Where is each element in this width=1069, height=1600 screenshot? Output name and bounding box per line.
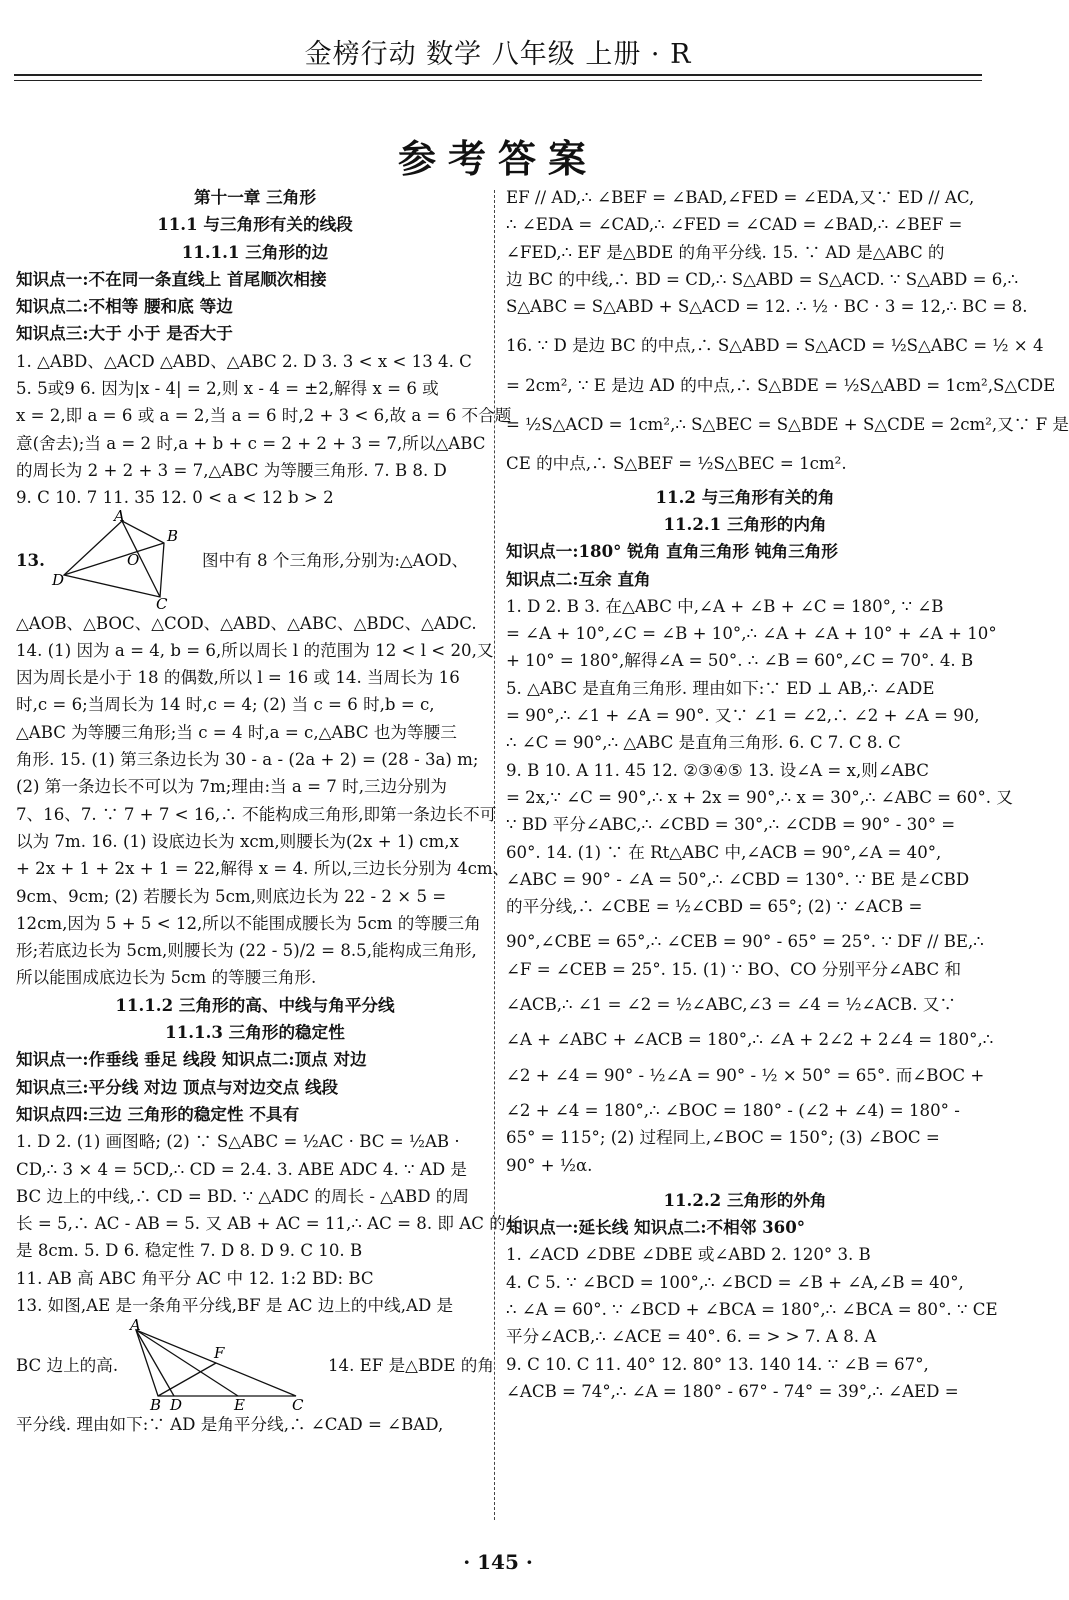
answer-line: ∴ ∠A = 60°. ∵ ∠BCD + ∠BCA = 180°,∴ ∠BCA = 80°. ∵ CE (506, 1299, 998, 1319)
answer-line: ∠2 + ∠4 = 90° - ½∠A = 90° - ½ × 50° = 65°. 而∠BOC + (506, 1065, 985, 1085)
label-o: O (127, 550, 140, 569)
answer-line: 14. (1) 因为 a = 4, b = 6,所以周长 l 的范围为 12 < l < 20,又 (16, 640, 494, 660)
knowledge-point: 知识点一:180° 锐角 直角三角形 钝角三角形 (506, 541, 838, 562)
answer-line: 平分∠ACB,∴ ∠ACE = 40°. 6. = > > 7. A 8. A (506, 1327, 877, 1347)
knowledge-point: 知识点三:大于 小于 是否大于 (16, 323, 233, 344)
answer-line: 5. △ABC 是直角三角形. 理由如下:∵ ED ⊥ AB,∴ ∠ADE (506, 678, 935, 698)
answer-line: 的周长为 2 + 2 + 3 = 7,△ABC 为等腰三角形. 7. B 8. D (16, 460, 447, 480)
answer-line: 1. D 2. B 3. 在△ABC 中,∠A + ∠B + ∠C = 180°, ∵ ∠B (506, 596, 944, 616)
answer-line: BC 边上的中线,∴ CD = BD. ∵ △ADC 的周长 - △ABD 的周 (16, 1186, 469, 1206)
answer-line: CD,∴ 3 × 4 = 5CD,∴ CD = 2.4. 3. ABE ADC 4. ∵ AD 是 (16, 1159, 468, 1179)
label-a: A (114, 506, 125, 525)
answer-line: 9. C 10. 7 11. 35 12. 0 < a < 12 b > 2 (16, 488, 334, 508)
answer-line: EF // AD,∴ ∠BEF = ∠BAD,∠FED = ∠EDA,又∵ ED // AC, (506, 188, 975, 207)
answer-line: 16. ∵ D 是边 BC 的中点,∴ S△ABD = S△ACD = ½S△ABC = ½ × 4 (506, 336, 1044, 356)
answer-line: 因为周长是小于 18 的偶数,所以 l = 16 或 14. 当周长为 16 (16, 668, 460, 688)
answer-line: = 90°,∴ ∠1 + ∠A = 90°. 又∵ ∠1 = ∠2,∴ ∠2 + ∠A = 90, (506, 706, 980, 726)
answer-line: ∠ACB = 74°,∴ ∠A = 180° - 67° - 74° = 39°,∴ ∠AED = (506, 1381, 959, 1401)
subsection-heading: 11.2.2 三角形的外角 (663, 1189, 827, 1210)
answer-line: 65° = 115°; (2) 过程同上,∠BOC = 150°; (3) ∠BOC = (506, 1128, 940, 1148)
answer-line: 意(舍去);当 a = 2 时,a + b + c = 2 + 2 + 3 = 7,所以△ABC (16, 433, 486, 453)
right-column (506, 184, 1069, 1405)
label-b: B (150, 1396, 162, 1415)
answer-line: 是 8cm. 5. D 6. 稳定性 7. D 8. D 9. C 10. B (16, 1241, 363, 1261)
answer-line: 60°. 14. (1) ∵ 在 Rt△ABC 中,∠ACB = 90°,∠A = 40°, (506, 842, 942, 862)
answer-line: 1. D 2. (1) 画图略; (2) ∵ S△ABC = ½AC · BC = ½AB · (16, 1132, 460, 1152)
answer-line: 13. 如图,AE 是一条角平分线,BF 是 AC 边上的中线,AD 是 (16, 1295, 454, 1315)
answer-line: + 10° = 180°,解得∠A = 50°. ∴ ∠B = 60°,∠C = 70°. 4. B (506, 651, 974, 671)
answer-line: 12cm,因为 5 + 5 < 12,所以不能围成腰长为 5cm 的等腰三角 (16, 913, 481, 933)
knowledge-point: 知识点四:三边 三角形的稳定性 不具有 (16, 1103, 300, 1124)
answer-line: = 2x,∵ ∠C = 90°,∴ x + 2x = 90°,∴ x = 30°,∴ ∠ABC = 60°. 又 (506, 787, 1013, 807)
label-b: B (167, 526, 179, 545)
answer-line: 14. EF 是△BDE 的角 (328, 1355, 494, 1375)
answer-line: BC 边上的高. (16, 1355, 119, 1375)
answer-line: 4. C 5. ∵ ∠BCD = 100°,∴ ∠BCD = ∠B + ∠A,∠B = 40°, (506, 1272, 964, 1292)
answer-line: 的平分线,∴ ∠CBE = ½∠CBD = 65°; (2) ∵ ∠ACB = (506, 897, 923, 917)
answer-line: 1. △ABD、△ACD △ABD、△ABC 2. D 3. 3 < x < 13 4. C (16, 351, 472, 371)
answer-line: 所以能围成底边长为 5cm 的等腰三角形. (16, 968, 317, 988)
answer-line: 角形. 15. (1) 第三条边长为 30 - a - (2a + 2) = (28 - 3a) m; (16, 750, 479, 770)
answer-line: 7、16、7. ∵ 7 + 7 < 16,∴ 不能构成三角形,即第一条边长不可 (16, 804, 497, 824)
answer-line: = 2cm², ∵ E 是边 AD 的中点,∴ S△BDE = ½S△ABD = 1cm²,S△CDE (506, 375, 1056, 395)
answer-line: 9. B 10. A 11. 45 12. ②③④⑤ 13. 设∠A = x,则∠ABC (506, 760, 929, 780)
page-title: 参考答案 (397, 136, 598, 181)
answer-line: 图中有 8 个三角形,分别为:△AOD、 (202, 550, 469, 570)
answer-line: ∠F = ∠CEB = 25°. 15. (1) ∵ BO、CO 分别平分∠ABC 和 (506, 959, 962, 979)
header-rule-thin (14, 80, 982, 81)
answer-line: ∠ACB,∴ ∠1 = ∠2 = ½∠ABC,∠3 = ∠4 = ½∠ACB. 又∵ (506, 995, 956, 1015)
answer-line: 边 BC 的中线,∴ BD = CD,∴ S△ABD = S△ACD. ∵ S△ABD = 6,∴ (506, 269, 1019, 289)
section-heading: 11.1 与三角形有关的线段 (157, 214, 353, 235)
knowledge-point: 知识点一:作垂线 垂足 线段 知识点二:顶点 对边 (16, 1049, 367, 1070)
answer-line: ∠A + ∠ABC + ∠ACB = 180°,∴ ∠A + 2∠2 + 2∠4 = 180°,∴ (506, 1030, 994, 1050)
answer-line: S△ABC = S△ABD + S△ACD = 12. ∴ ½ · BC · 3 = 12,∴ BC = 8. (506, 297, 1028, 317)
label-c: C (156, 594, 168, 613)
figure-13b-row (16, 1316, 494, 1415)
answer-line: = ½S△ACD = 1cm²,∴ S△BEC = S△BDE + S△CDE = 2cm²,又∵ F 是 (506, 415, 1069, 435)
page-header: 金榜行动 数学 八年级 上册 · R (304, 39, 692, 70)
label-f: F (214, 1344, 225, 1363)
label-e: E (234, 1396, 246, 1415)
answer-line: ∴ ∠EDA = ∠CAD,∴ ∠FED = ∠CAD = ∠BAD,∴ ∠BEF = (506, 215, 963, 235)
knowledge-point: 知识点三:平分线 对边 顶点与对边交点 线段 (16, 1076, 339, 1097)
answer-line: ∠2 + ∠4 = 180°,∴ ∠BOC = 180° - (∠2 + ∠4) = 180° - (506, 1100, 960, 1120)
label-a: A (130, 1316, 141, 1335)
knowledge-point: 知识点二:互余 直角 (506, 568, 651, 589)
triangle-diagram (128, 1316, 318, 1415)
answer-line: 1. ∠ACD ∠DBE ∠DBE 或∠ABD 2. 120° 3. B (506, 1245, 871, 1265)
answer-line: ∵ BD 平分∠ABC,∴ ∠CBD = 30°,∴ ∠CDB = 90° - 30° = (506, 815, 956, 835)
answer-line: △ABC 为等腰三角形;当 c = 4 时,a = c,△ABC 也为等腰三 (16, 722, 457, 742)
left-column (16, 184, 523, 1439)
knowledge-point: 知识点一:不在同一条直线上 首尾顺次相接 (16, 268, 327, 289)
answer-line: 5. 5或9 6. 因为|x - 4| = 2,则 x - 4 = ±2,解得 x = 6 或 (16, 379, 439, 399)
answer-line: 形;若底边长为 5cm,则腰长为 (22 - 5)/2 = 8.5,能构成三角形, (16, 941, 477, 961)
label-d: D (52, 570, 65, 589)
answer-line: CE 的中点,∴ S△BEF = ½S△BEC = 1cm². (506, 454, 847, 474)
answer-line: ∠FED,∴ EF 是△BDE 的角平分线. 15. ∵ AD 是△ABC 的 (506, 242, 945, 262)
subsection-heading: 11.2.1 三角形的内角 (663, 513, 827, 534)
answer-line: ∠ABC = 90° - ∠A = 50°,∴ ∠CBD = 130°. ∵ BE 是∠CBD (506, 869, 970, 889)
subsection-heading: 11.1.1 三角形的边 (181, 241, 329, 262)
answer-line: = ∠A + 10°,∠C = ∠B + 10°,∴ ∠A + ∠A + 10° + ∠A + 10° (506, 624, 997, 644)
subsection-heading: 11.1.3 三角形的稳定性 (165, 1022, 345, 1043)
answer-line: + 2x + 1 + 2x + 1 = 22,解得 x = 4. 所以,三边长分别为 4cm、 (16, 859, 510, 879)
answer-line: 9. C 10. C 11. 40° 12. 80° 13. 140 14. ∵ ∠B = 67°, (506, 1354, 929, 1374)
quadrilateral-diagram (52, 506, 202, 613)
knowledge-point: 知识点一:延长线 知识点二:不相邻 360° (506, 1217, 806, 1238)
answer-line: 时,c = 6;当周长为 14 时,c = 4; (2) 当 c = 6 时,b = c, (16, 695, 435, 715)
answer-line: 以为 7m. 16. (1) 设底边长为 xcm,则腰长为(2x + 1) cm,x (16, 831, 459, 851)
figure-13-row (16, 506, 494, 613)
header-rule (14, 74, 982, 76)
label-c: C (292, 1396, 304, 1415)
page-number: · 145 · (463, 1550, 533, 1574)
label-d: D (170, 1396, 183, 1415)
answer-line: (2) 第一条边长不可以为 7m;理由:当 a = 7 时,三边分别为 (16, 777, 447, 797)
answer-line: 长 = 5,∴ AC - AB = 5. 又 AB + AC = 11,∴ AC = 8. 即 AC 的长 (16, 1214, 523, 1234)
answer-line: ∴ ∠C = 90°,∴ △ABC 是直角三角形. 6. C 7. C 8. C (506, 733, 901, 753)
knowledge-point: 知识点二:不相等 腰和底 等边 (16, 296, 233, 317)
subsection-heading: 11.1.2 三角形的高、中线与角平分线 (115, 994, 395, 1015)
section-heading: 11.2 与三角形有关的角 (655, 486, 835, 507)
answer-line: △AOB、△BOC、△COD、△ABD、△ABC、△BDC、△ADC. (16, 613, 477, 633)
answer-line: 9cm、9cm; (2) 若腰长为 5cm,则底边长为 22 - 2 × 5 = (16, 886, 447, 906)
answer-line: 90° + ½α. (506, 1155, 593, 1175)
answer-line: x = 2,即 a = 6 或 a = 2,当 a = 6 时,2 + 3 < 6,故 a = 6 不合题 (16, 406, 512, 426)
answer-line: 平分线. 理由如下:∵ AD 是角平分线,∴ ∠CAD = ∠BAD, (16, 1415, 444, 1435)
chapter-heading: 第十一章 三角形 (194, 187, 316, 207)
answer-number: 13. (16, 549, 45, 570)
column-divider (494, 190, 495, 1520)
answer-line: 90°,∠CBE = 65°,∴ ∠CEB = 90° - 65° = 25°. ∵ DF // BE,∴ (506, 932, 984, 952)
answer-line: 11. AB 高 ABC 角平分 AC 中 12. 1:2 BD: BC (16, 1268, 374, 1288)
